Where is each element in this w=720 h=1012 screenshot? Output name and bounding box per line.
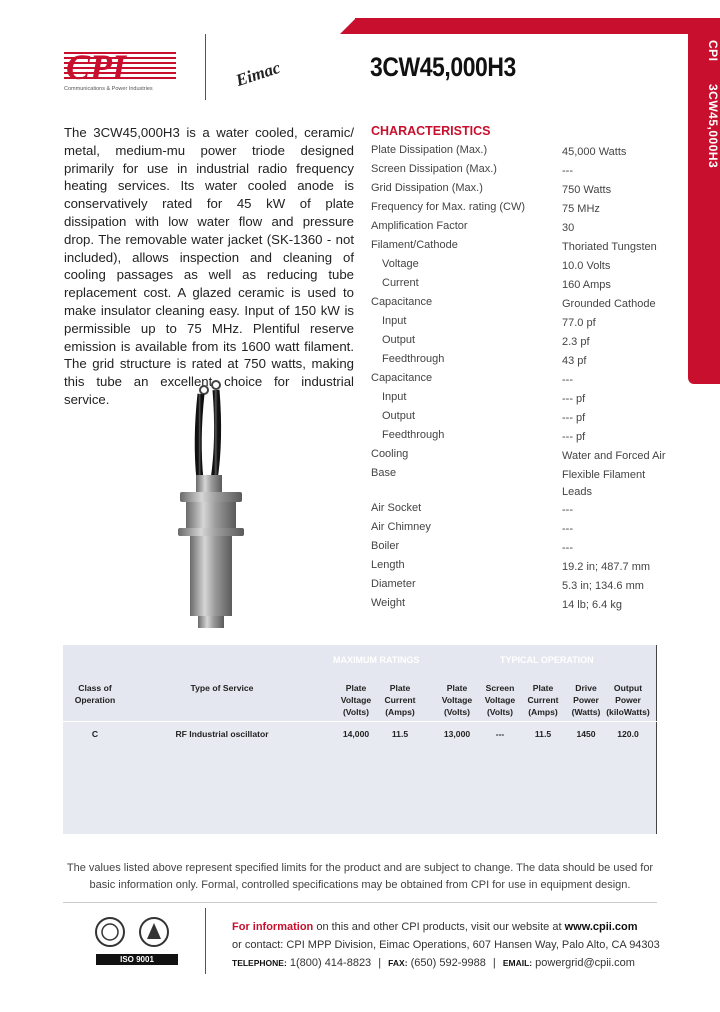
characteristic-value: 5.3 in; 134.6 mm <box>562 580 644 592</box>
characteristic-label: Voltage <box>382 258 419 270</box>
td-typ-plate-current: 11.5 <box>534 729 552 739</box>
characteristic-label: Capacitance <box>371 372 433 384</box>
td-max-plate-current: 11.5 <box>391 729 409 739</box>
eimac-logo <box>232 52 292 86</box>
characteristic-value: 160 Amps <box>562 279 611 291</box>
th-typ-drive-power: Drive Power (Watts) <box>571 683 601 717</box>
product-description: The 3CW45,000H3 is a water cooled, ceramic/ metal, medium-mu power triode designed primarily for use in industrial radio frequency heating services. Its water cooled anode is conservatively rated for 45 kW of plate dissipation with low water flow and pressure drop. The removable water jacket (SK-1360 - not included), allows inspection and cleaning of cooling passages as well as reducing tube replacement cost. A glazed ceramic is used to make insulator cleaning easy. Input of 150 kW is permissible up to 75 MHz. Plentiful reserve emission is available from its 1600 watt filament. The grid structure is rated at 750 watts, making this tube an excellent choice for industrial service. <box>64 125 354 407</box>
website-link[interactable]: www.cpii.com <box>564 921 638 933</box>
characteristic-label: Cooling <box>371 448 409 460</box>
header-accent-corner <box>340 18 356 34</box>
footer-divider <box>63 902 657 903</box>
side-tab-text <box>688 40 720 370</box>
characteristic-label: Air Chimney <box>371 521 431 533</box>
email-label: EMAIL: <box>502 958 533 968</box>
characteristic-label: Base <box>371 467 397 479</box>
contact-address: or contact: CPI MPP Division, Eimac Operations, 607 Hansen Way, Palo Alto, CA 94303 <box>232 939 660 951</box>
characteristic-value: --- pf <box>562 412 586 424</box>
characteristic-label: Screen Dissipation (Max.) <box>371 163 497 175</box>
characteristic-label: Feedthrough <box>382 353 445 365</box>
certification-logos <box>92 912 182 972</box>
iso-badge: ISO 9001 <box>96 954 178 965</box>
telephone-label: TELEPHONE: <box>232 958 287 968</box>
characteristic-value: 14 lb; 6.4 kg <box>562 599 622 611</box>
characteristic-value: 2.3 pf <box>562 336 590 348</box>
characteristic-value: 10.0 Volts <box>562 260 611 272</box>
th-max-plate-current: Plate Current (Amps) <box>384 683 416 717</box>
characteristic-value: 43 pf <box>562 355 587 367</box>
characteristic-value: 750 Watts <box>562 184 612 196</box>
characteristic-value: Thoriated Tungsten <box>562 241 657 253</box>
characteristic-label: Input <box>382 391 407 403</box>
cpi-tagline: Communications & Power Industries <box>64 86 153 92</box>
logo-divider <box>205 34 206 100</box>
characteristic-label: Boiler <box>371 540 400 552</box>
characteristic-value: 45,000 Watts <box>562 146 627 158</box>
td-typ-screen-voltage: --- <box>495 729 505 739</box>
product-title: 3CW45,000H3 <box>370 52 516 82</box>
th-typ-plate-current: Plate Current (Amps) <box>527 683 559 717</box>
characteristic-label: Feedthrough <box>382 429 445 441</box>
characteristic-label: Filament/Cathode <box>371 239 458 251</box>
characteristic-value: --- pf <box>562 431 586 443</box>
characteristic-label: Input <box>382 315 407 327</box>
side-tab-product: 3CW45,000H3 <box>706 83 720 168</box>
characteristic-value: 75 MHz <box>562 203 600 215</box>
disclaimer-note: The values listed above represent specified limits for the product and are subject to change. The data should be used for basic information only. Formal, controlled specifications may be obtained from CPI for use in equipment design. <box>66 862 654 891</box>
th-max-plate-voltage: Plate Voltage (Volts) <box>340 683 372 717</box>
characteristic-label: Frequency for Max. rating (CW) <box>371 201 526 213</box>
footer-logo-divider <box>205 908 206 974</box>
for-info-text: on this and other CPI products, visit our website at <box>313 921 565 933</box>
characteristic-label: Output <box>382 410 416 422</box>
table-border <box>656 645 657 834</box>
characteristic-label: Grid Dissipation (Max.) <box>371 182 483 194</box>
td-typ-drive-power: 1450 <box>576 729 596 739</box>
td-typ-output-power: 120.0 <box>617 729 639 739</box>
characteristic-value: --- <box>562 504 573 516</box>
characteristics-title: CHARACTERISTICS <box>371 124 491 138</box>
characteristic-label: Plate Dissipation (Max.) <box>371 144 488 156</box>
td-max-plate-voltage: 14,000 <box>342 729 370 739</box>
cpi-logo-text: CPI <box>66 47 127 87</box>
cpi-logo <box>64 44 176 94</box>
characteristic-label: Weight <box>371 597 406 609</box>
characteristic-value: 30 <box>562 222 575 234</box>
table-row-divider <box>63 721 657 722</box>
th-service: Type of Service <box>190 683 254 693</box>
telephone-value: 1(800) 414-8823 <box>286 957 372 969</box>
td-service: RF Industrial oscillator <box>175 729 269 739</box>
characteristic-label: Diameter <box>371 578 416 590</box>
fax-label: FAX: <box>388 958 408 968</box>
characteristic-value: --- <box>562 542 573 554</box>
characteristic-label: Air Socket <box>371 502 422 514</box>
characteristic-value: 77.0 pf <box>562 317 596 329</box>
td-typ-plate-voltage: 13,000 <box>443 729 471 739</box>
th-typ-screen-voltage: Screen Voltage (Volts) <box>484 683 516 717</box>
th-typ-output-power: Output Power (kiloWatts) <box>606 683 650 717</box>
characteristic-value: --- <box>562 165 573 177</box>
characteristic-label: Length <box>371 559 405 571</box>
characteristic-value: --- pf <box>562 393 586 405</box>
th-class: Class of Operation <box>74 683 116 705</box>
th-typ-plate-voltage: Plate Voltage (Volts) <box>441 683 473 717</box>
contact-info: For information on this and other CPI products, visit our website at www.cpii.com or contact: CPI MPP Division, Eimac Operations, 607 Hansen Way, Palo Alto, CA 94303 TELEPHONE: 1(800) 414-8823 | FAX: (650) 592-9988 | EMAIL: powergrid@cpii.com <box>232 921 660 969</box>
header-accent-bar <box>355 18 720 34</box>
group-typical-operation: TYPICAL OPERATION <box>500 655 594 665</box>
characteristic-value: 19.2 in; 487.7 mm <box>562 561 651 573</box>
email-value[interactable]: powergrid@cpii.com <box>532 957 635 969</box>
characteristic-label: Output <box>382 334 416 346</box>
fax-value: (650) 592-9988 <box>407 957 486 969</box>
characteristic-value: Flexible Filament Leads <box>562 469 646 498</box>
characteristic-value: Grounded Cathode <box>562 298 656 310</box>
characteristic-label: Capacitance <box>371 296 433 308</box>
td-class: C <box>91 729 99 739</box>
for-info-label: For information <box>232 921 314 933</box>
eimac-logo-text: Eimac <box>233 57 283 86</box>
side-tab-company: CPI <box>706 40 720 62</box>
characteristic-value: Water and Forced Air <box>562 450 666 462</box>
tube-image <box>176 380 246 630</box>
characteristic-label: Amplification Factor <box>371 220 468 232</box>
characteristic-label: Current <box>382 277 419 289</box>
group-max-ratings: MAXIMUM RATINGS <box>333 655 420 665</box>
characteristic-value: --- <box>562 374 573 386</box>
characteristic-value: --- <box>562 523 573 535</box>
